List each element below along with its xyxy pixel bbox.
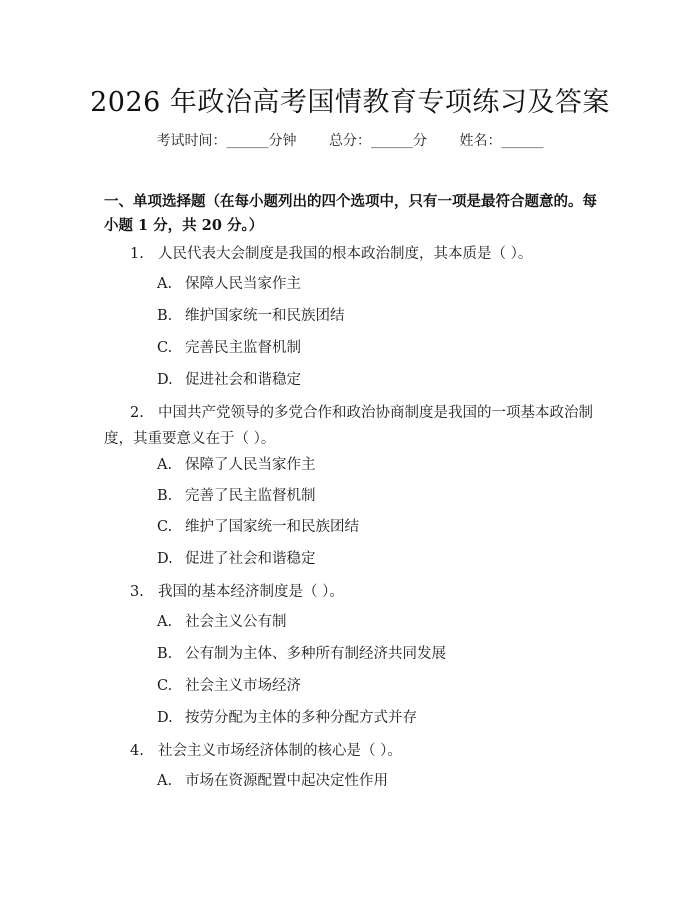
total-score-label: 总分： (329, 133, 371, 149)
option-2a (157, 455, 316, 475)
option-text: 保障人民当家作主 (185, 276, 301, 292)
question-text: 人民代表大会制度是我国的根本政治制度，其本质是（ ）。 (158, 246, 533, 262)
option-text: 社会主义市场经济 (185, 678, 301, 694)
option-text: 市场在资源配置中起决定性作用 (185, 773, 388, 789)
option-3c (157, 676, 301, 696)
option-4a (157, 771, 388, 791)
exam-time-unit: 分钟 (268, 133, 297, 149)
question-number: 4. (130, 743, 144, 759)
option-text: 促进了社会和谐稳定 (185, 551, 316, 567)
question-2 (104, 400, 600, 452)
question-number: 1. (130, 246, 144, 262)
question-1 (104, 241, 600, 267)
exam-info-line (0, 130, 700, 150)
question-number: 2. (130, 405, 144, 421)
name-blank: ______ (501, 133, 544, 149)
option-text: 公有制为主体、多种所有制经济共同发展 (185, 646, 446, 662)
option-1a (157, 274, 301, 294)
exam-time-field (157, 130, 297, 150)
question-4 (104, 738, 600, 764)
option-text: 按劳分配为主体的多种分配方式并存 (185, 710, 417, 726)
option-letter: B. (157, 488, 173, 504)
exam-time-blank: ______ (226, 133, 269, 149)
option-text: 完善民主监督机制 (185, 340, 301, 356)
name-label: 姓名： (459, 133, 502, 149)
option-2d (157, 549, 316, 569)
option-letter: C. (157, 519, 173, 535)
option-text: 维护了国家统一和民族团结 (185, 519, 359, 535)
option-letter: C. (157, 340, 173, 356)
option-letter: D. (157, 710, 173, 726)
question-number: 3. (130, 584, 144, 600)
option-1c (157, 338, 301, 358)
total-score-unit: 分 (413, 133, 427, 149)
exam-time-label: 考试时间： (156, 133, 227, 149)
total-score-field (329, 130, 427, 150)
name-field (459, 130, 543, 150)
option-2c (157, 517, 359, 537)
section-heading: 一、单项选择题（在每小题列出的四个选项中，只有一项是最符合题意的。每小题 1 分，共 20 分。） (104, 193, 597, 234)
option-text: 保障了人民当家作主 (185, 457, 316, 473)
option-letter: B. (157, 308, 173, 324)
question-text: 我国的基本经济制度是（ ）。 (158, 584, 344, 600)
option-letter: A. (157, 276, 173, 292)
option-text: 完善了民主监督机制 (185, 488, 316, 504)
page-title: 2026 年政治高考国情教育专项练习及答案 (90, 87, 610, 118)
option-2b (157, 486, 316, 506)
question-text: 中国共产党领导的多党合作和政治协商制度是我国的一项基本政治制度，其重要意义在于（ ）。 (104, 405, 593, 447)
option-1b (157, 306, 345, 326)
option-text: 社会主义公有制 (185, 614, 287, 630)
option-letter: A. (157, 773, 173, 789)
question-3 (104, 579, 600, 605)
option-text: 维护国家统一和民族团结 (185, 308, 345, 324)
option-letter: B. (157, 646, 173, 662)
option-letter: C. (157, 678, 173, 694)
option-3d (157, 708, 417, 728)
option-3b (157, 644, 446, 664)
question-text: 社会主义市场经济体制的核心是（ ）。 (158, 743, 402, 759)
option-letter: D. (157, 551, 173, 567)
option-letter: A. (157, 457, 173, 473)
option-letter: A. (157, 614, 173, 630)
option-letter: D. (157, 372, 173, 388)
option-text: 促进社会和谐稳定 (185, 372, 301, 388)
option-3a (157, 612, 287, 632)
total-score-blank: ______ (371, 133, 413, 149)
option-1d (157, 370, 301, 390)
